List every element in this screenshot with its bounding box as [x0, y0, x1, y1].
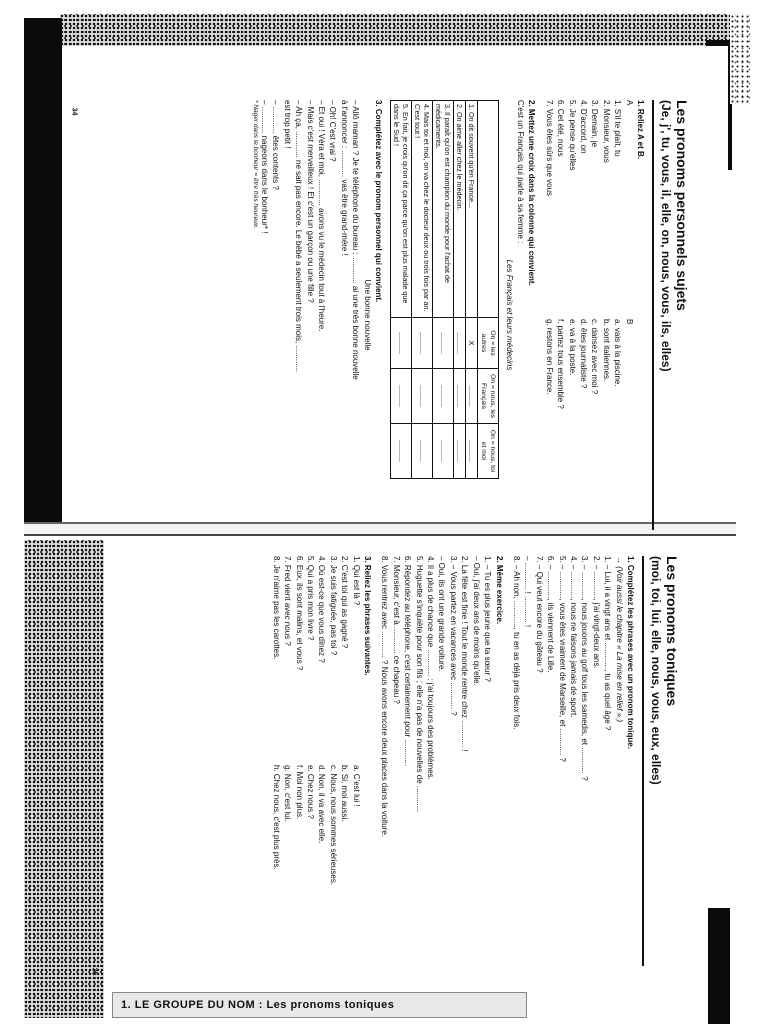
list-item: c. dansez avec moi ?: [590, 319, 600, 395]
answer-cell: ...........: [433, 318, 454, 369]
answer-cell: ...........: [412, 424, 433, 479]
list-item: 1. Qui est là ?: [351, 556, 361, 606]
table-row: [466, 101, 478, 479]
list-item: 2. – ............, j'ai vingt-deux ans.: [591, 556, 601, 669]
list-item: 3. Demain, je: [590, 100, 600, 148]
list-item: 6. Répondez au téléphone, c'est certainement pour ............: [403, 556, 413, 767]
list-item: – Oui, ils ont une grande voiture.: [437, 556, 447, 672]
scan-border-left-top: [24, 18, 62, 530]
answer-cell: ...........: [466, 369, 478, 424]
table-row: [412, 101, 433, 479]
list-item: – Mais c'est merveilleux ! Et c'est un garçon ou une fille ?: [305, 100, 315, 303]
list-item: 6. Eux, ils sont malins, et vous ?: [294, 556, 304, 671]
answer-cell: ...........: [391, 318, 412, 369]
list-item: 6. – ............, ils viennent de Lille.: [546, 556, 556, 673]
exercise-1-columns: [543, 100, 634, 530]
list-item: 5. – ............, vous êtes vraiment de Marseille, et ............ ?: [557, 556, 567, 762]
list-item: – ............ nageons dans le bonheur* !: [260, 100, 270, 234]
list-item: 2. Monsieur, vous: [601, 100, 611, 163]
scan-tab-bottom-right: [708, 908, 730, 1024]
exercise-2-intro: C'est un Français qui parle à sa femme :: [515, 100, 525, 244]
list-item: 4. Où est-ce que vous dînez ?: [317, 556, 327, 663]
exercise-3-columns: [270, 556, 361, 966]
exercise-2-lines: [379, 556, 493, 966]
list-item: b. sont italiennes.: [601, 319, 611, 382]
exercise-2-heading: 2. Même exercice.: [494, 556, 504, 625]
list-item: f. partez tous ensemble ?: [556, 319, 566, 409]
table-row: [454, 101, 466, 479]
exercise-2-heading: 2. Mettez une croix dans la colonne qui convient.: [527, 100, 537, 286]
list-item: 7. Vous êtes sûrs que vous: [544, 100, 554, 197]
answer-cell: ...........: [391, 369, 412, 424]
footnote: * Nager dans le bonheur = être très heureux.: [251, 100, 259, 229]
exercise-1-heading: 1. Complétez les phrases avec un pronom tonique.: [626, 556, 635, 749]
list-item: c. Nous, nous sommes sérieuses.: [328, 765, 338, 886]
list-item: 7. Monsieur, c'est à ............ ce chapeau ?: [391, 556, 401, 704]
list-item: à t'annoncer : ............ vas être grand-mère !: [339, 100, 349, 256]
exercise-3-subtitle: Une bonne nouvelle: [362, 279, 372, 351]
table-header-col1: On = les autres: [478, 318, 499, 369]
exercise-3-lines: [259, 100, 362, 530]
list-item: d. Non, il va avec elle.: [317, 765, 327, 844]
page-number-34: 34: [70, 107, 78, 116]
exercise-2-subtitle: Les Français et leurs médecins: [504, 259, 514, 371]
list-item: 4. D'accord, on: [578, 100, 588, 154]
list-item: 2. La fête est finie ! Tout le monde rentre chez ............ !: [460, 556, 470, 752]
page-35: [120, 556, 680, 966]
answer-cell: ...........: [466, 424, 478, 479]
answer-cell: ...........: [454, 424, 466, 479]
list-item: 8. – Ah non, ............, tu en as déjà pris deux fois.: [511, 556, 521, 730]
list-item: h. Chez nous, c'est plus près.: [271, 765, 281, 870]
answer-cell: ...........: [412, 369, 433, 424]
table-header-col3: On = nous, toi et moi: [478, 424, 499, 479]
list-item: 6. Cet été, nous: [556, 100, 566, 157]
list-item: b. Si, moi aussi.: [340, 765, 350, 822]
list-item: – Ah ça, ............ ne sait pas encore. Le bébé a seulement trois mois, ............: [294, 100, 304, 373]
title-rule: [642, 556, 644, 966]
list-item: g. restons en France.: [544, 319, 554, 395]
column-b: [270, 765, 361, 966]
list-item: 7. Fred vient avec nous ?: [283, 556, 293, 646]
answer-cell: ...........: [454, 318, 466, 369]
exercise-1-example: → (Voir aussi le chapitre « La mise en relief ».): [614, 556, 624, 722]
list-item: 5. Je pense qu'elles: [567, 100, 577, 171]
column-a-header: A: [624, 100, 634, 106]
exercise-3-heading: 3. Reliez les phrases suivantes.: [363, 556, 373, 676]
list-item: e. va à la poste.: [567, 319, 577, 376]
exercise-1-heading: 1. Reliez A et B.: [636, 100, 645, 159]
table-header-col2: On = nous, les Français: [478, 369, 499, 424]
list-item: g. Non, c'est lui.: [283, 765, 293, 822]
list-item: – Allô maman ? Je te téléphone du bureau : ............ ai une très bonne nouvelle: [351, 100, 361, 380]
list-item: 7. – Qui veut encore du gâteau ?: [534, 556, 544, 673]
column-b: [543, 319, 634, 530]
list-item: 3. – ............, nous jouons au golf tous les samedis, et ............ ?: [580, 556, 590, 781]
list-item: – Et oui ! Véra et moi, ............ avons vu le médecin tout à l'heure.: [317, 100, 327, 332]
answer-cell: ...........: [454, 369, 466, 424]
table-row: [433, 101, 454, 479]
title-rule: [652, 100, 654, 530]
list-item: – ............ ! ............ !: [523, 556, 533, 628]
table-corner: [478, 101, 499, 318]
list-item: 4. Il a plus de chance que ............ : j'ai toujours des problèmes.: [426, 556, 436, 780]
scan-noise-left-bottom: [24, 540, 104, 1018]
column-a: [270, 556, 361, 757]
answer-cell: ...........: [433, 424, 454, 479]
chapter-footer: 1. LE GROUPE DU NOM : Les pronoms toniques: [112, 992, 527, 1018]
column-b-header: B: [624, 319, 634, 325]
list-item: f. Moi non plus.: [294, 765, 304, 820]
scan-noise-top: [60, 14, 730, 46]
list-item: a. C'est lui !: [351, 765, 361, 807]
list-item: 4. – ............, nous ne faisons jamais de sport.: [568, 556, 578, 718]
table-row-text: 3. Il paraît qu'on est champion du monde pour l'achat de médicaments.: [433, 101, 454, 318]
list-item: – ............ êtes contents ?: [271, 100, 281, 190]
page-title: Les pronoms toniques: [664, 556, 680, 707]
list-item: 5. Qui a pris mon livre ?: [306, 556, 316, 641]
list-item: 3. Je suis fatiguée, pas toi ?: [328, 556, 338, 656]
page-34: [130, 100, 690, 530]
list-item: 5. Huguette s'inquiète pour son fils ; elle n'a pas de nouvelles de ............: [414, 556, 424, 813]
list-item: est trop petit !: [282, 100, 292, 149]
list-item: e. Chez nous ?: [306, 765, 316, 819]
page-number-35: 35: [90, 967, 98, 976]
list-item: – Oh! C'est vrai ?: [328, 100, 338, 162]
scan-noise-right-top: [730, 14, 750, 104]
exercise-3-heading: 3. Complétez avec le pronom personnel qui convient.: [374, 100, 384, 303]
table-row-text: 5. En fait, je crois qu'on dit ça parce qu'on est plus malade que dans le Sud !: [391, 101, 412, 318]
table-row-text: 4. Mais toi et moi, on va chez le docteur deux ou trois fois par an. C'est tout !: [412, 101, 433, 318]
answer-cell: ...........: [412, 318, 433, 369]
page-title: Les pronoms personnels sujets: [674, 100, 690, 311]
list-item: a. vais à la piscine.: [613, 319, 623, 387]
list-item: 8. Vous rentrez avec ............ ? Nous avons encore deux places dans la voiture.: [380, 556, 390, 838]
list-item: 1. – Lui, il a vingt ans et ............, tu as quel âge ?: [603, 556, 613, 731]
table-row-text: 1. On dit souvent qu'en France...: [466, 101, 478, 318]
list-item: – Oui, j'ai deux ans de moins qu'elle.: [471, 556, 481, 686]
answer-cell: ...........: [391, 424, 412, 479]
table-row: [391, 101, 412, 479]
list-item: d. êtes journaliste ?: [578, 319, 588, 389]
answer-cell: ...........: [433, 369, 454, 424]
answer-table: [390, 100, 499, 479]
list-item: 8. Je n'aime pas les carottes.: [271, 556, 281, 660]
table-row-text: 2. On aime aller chez le médecin.: [454, 101, 466, 318]
list-item: 1. S'il te plaît, tu: [613, 100, 623, 157]
answer-cell: X: [466, 318, 478, 369]
page-subtitle: (Je, j', tu, vous, il, elle, on, nous, vous, ils, elles): [659, 100, 673, 372]
column-a: [543, 100, 634, 311]
page-subtitle: (moi, toi, lui, elle, nous, vous, eux, elles): [649, 556, 663, 785]
list-item: 2. C'est toi qui as gagné ?: [340, 556, 350, 649]
exercise-1-lines: [511, 556, 614, 966]
list-item: 1. – Tu es plus jeune que ta sœur ?: [483, 556, 493, 682]
list-item: 3. – Vous partez en vacances avec ............ ?: [448, 556, 458, 716]
